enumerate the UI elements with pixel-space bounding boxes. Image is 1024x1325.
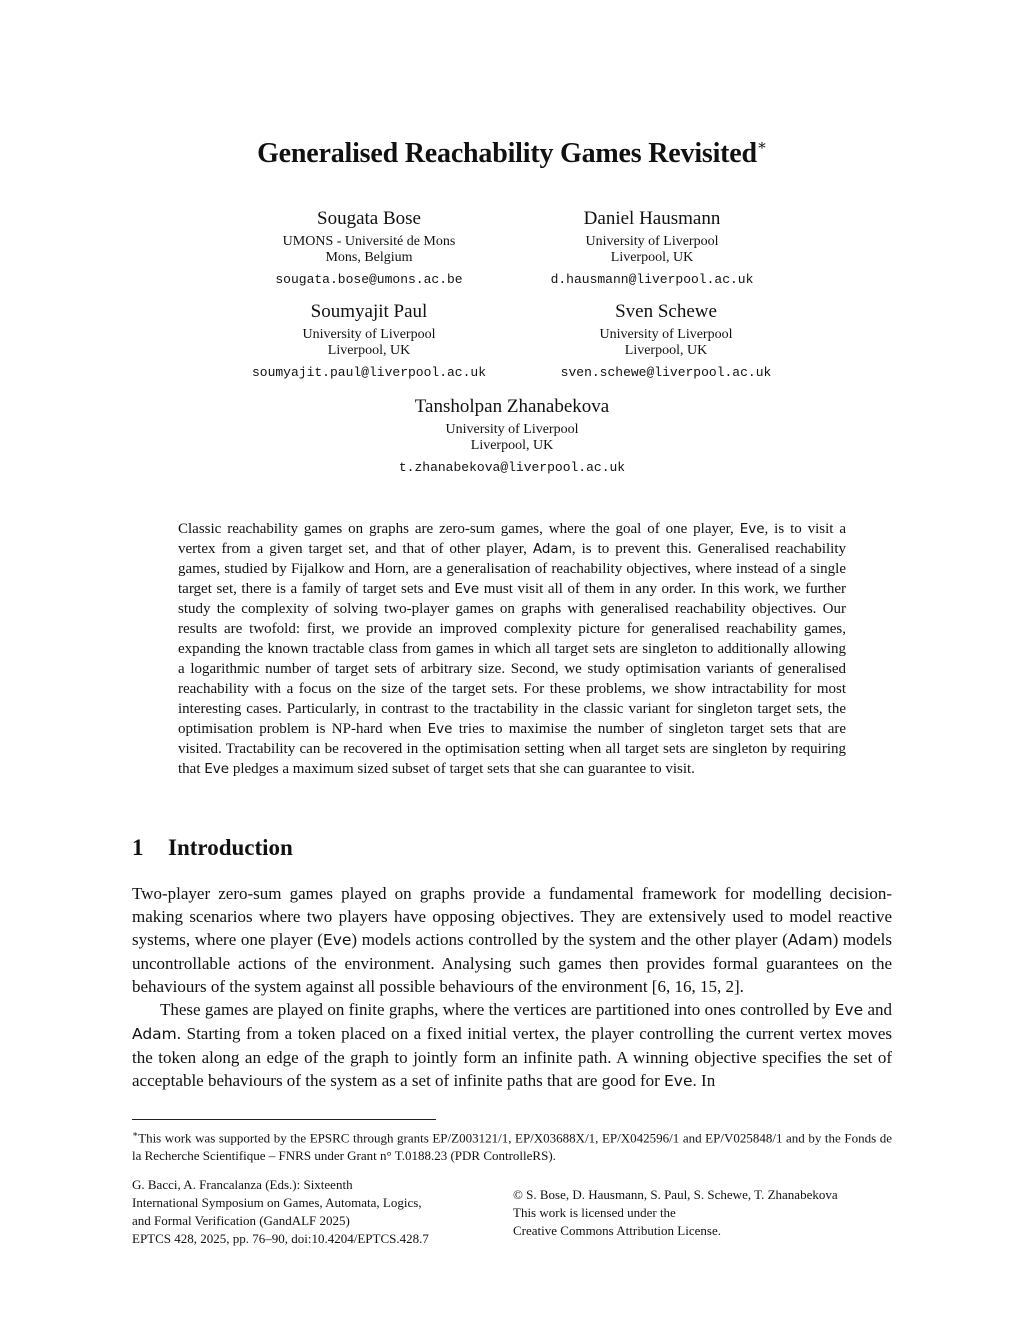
author-email[interactable]: sougata.bose@umons.ac.be xyxy=(275,272,463,287)
author-email[interactable]: sven.schewe@liverpool.ac.uk xyxy=(560,365,772,380)
player-adam: Adam xyxy=(532,541,572,557)
intro-body xyxy=(132,882,892,1093)
author-location: Liverpool, UK xyxy=(470,438,554,453)
section-number: 1 xyxy=(132,835,144,860)
player-eve: Eve xyxy=(664,1072,693,1090)
author-affiliation: University of Liverpool xyxy=(585,234,719,249)
paragraph xyxy=(132,998,892,1093)
copyright-line: © S. Bose, D. Hausmann, S. Paul, S. Schewe, T. Zhanabekova xyxy=(513,1187,838,1202)
venue-line: and Formal Verification (GandALF 2025) xyxy=(132,1213,350,1228)
author-block xyxy=(219,208,519,287)
abstract-text: Classic reachability games on graphs are zero-sum games, where the goal of one player, xyxy=(178,521,734,537)
player-eve: Eve xyxy=(204,761,230,777)
author-affiliation: University of Liverpool xyxy=(599,327,733,342)
player-adam: Adam xyxy=(132,1025,177,1043)
abstract xyxy=(178,519,846,779)
venue-line: International Symposium on Games, Automata, Logics, xyxy=(132,1195,422,1210)
author-block xyxy=(362,396,662,475)
license-line: This work is licensed under the xyxy=(513,1205,676,1220)
player-eve: Eve xyxy=(834,1001,864,1019)
author-block xyxy=(502,208,802,287)
body-text: ) models actions controlled by the system and the other player ( xyxy=(351,930,788,949)
paper-title xyxy=(0,138,1024,170)
title-footnote-mark: ∗ xyxy=(756,138,767,154)
player-eve: Eve xyxy=(739,521,765,537)
abstract-text: tries to maximise the number of singleton target sets that are visited. Tractability can be recovered in the optimisation setting when all target sets are singleton by requiring that xyxy=(178,721,847,777)
author-location: Liverpool, UK xyxy=(327,343,411,358)
body-text: . Starting from a token placed on a fixed initial vertex, the player controlling the current vertex moves the token along an edge of the graph to jointly form an infinite path. A winning objective specifies the set of acceptable behaviours of the system as a set of infinite paths that are good for xyxy=(132,1024,892,1090)
author-affiliation: University of Liverpool xyxy=(302,327,436,342)
author-email[interactable]: t.zhanabekova@liverpool.ac.uk xyxy=(398,460,626,475)
author-block xyxy=(219,301,519,380)
abstract-text: must visit all of them in any order. In this work, we further study the complexity of solving two-player games on graphs with generalised reachability objectives. Our results are twofold: first, we provide an improved complexity picture for generalised reachability games, expanding the known tractable class from games in which all target sets are singleton to additionally allowing a logarithmic number of target sets of arbitrary size. Second, we study optimisation variants of generalised reachability with a focus on the size of the target sets. For these problems, we show intractability for most interesting cases. Particularly, in contrast to the tractability in the classic variant for singleton target sets, the optimisation problem is NP-hard when xyxy=(178,581,847,737)
section-title: Introduction xyxy=(168,835,293,860)
footnote-text: This work was supported by the EPSRC through grants EP/Z003121/1, EP/X03688X/1, EP/X042596/1 and EP/V025848/1 and by the Fonds de la Recherche Scientifique – FNRS under Grant n° T.0188.23 (PDR ControlleRS). xyxy=(132,1130,892,1164)
author-email[interactable]: d.hausmann@liverpool.ac.uk xyxy=(550,272,754,287)
license-info xyxy=(513,1186,913,1240)
author-location: Liverpool, UK xyxy=(624,343,708,358)
author-email[interactable]: soumyajit.paul@liverpool.ac.uk xyxy=(251,365,487,380)
author-block xyxy=(516,301,816,380)
author-name: Daniel Hausmann xyxy=(583,208,721,229)
body-text: Two-player zero-sum games played on graphs provide a fundamental framework for modelling decision-making scenarios where two players have opposing objectives. They are extensively used to model reactive systems, where one player ( xyxy=(132,884,892,949)
author-name: Sven Schewe xyxy=(615,301,717,322)
abstract-text: , is to visit a vertex from a given target set, and that of other player, xyxy=(178,521,847,557)
section-heading xyxy=(132,835,293,861)
title-text: Generalised Reachability Games Revisited xyxy=(257,138,757,169)
author-affiliation: UMONS - Université de Mons xyxy=(282,234,456,249)
license-link[interactable]: Creative Commons Attribution License. xyxy=(513,1223,721,1238)
abstract-text: pledges a maximum sized subset of target sets that she can guarantee to visit. xyxy=(232,761,695,777)
body-text: . In xyxy=(692,1071,716,1090)
player-adam: Adam xyxy=(787,931,833,949)
player-eve: Eve xyxy=(454,581,480,597)
author-affiliation: University of Liverpool xyxy=(445,422,579,437)
author-name: Sougata Bose xyxy=(317,208,421,229)
author-name: Tansholpan Zhanabekova xyxy=(414,396,610,417)
body-text: These games are played on finite graphs, where the vertices are partitioned into ones controlled by xyxy=(160,1000,831,1019)
venue-line[interactable]: EPTCS 428, 2025, pp. 76–90, doi:10.4204/EPTCS.428.7 xyxy=(132,1231,429,1246)
player-eve: Eve xyxy=(427,721,453,737)
footnote xyxy=(132,1125,892,1165)
footnote-rule xyxy=(132,1119,436,1120)
author-location: Mons, Belgium xyxy=(325,250,413,265)
author-name: Soumyajit Paul xyxy=(310,301,428,322)
venue-line: G. Bacci, A. Francalanza (Eds.): Sixteenth xyxy=(132,1177,353,1192)
author-location: Liverpool, UK xyxy=(610,250,694,265)
footnote-mark: ∗ xyxy=(132,1129,139,1139)
body-text: and xyxy=(867,1000,892,1019)
venue-info xyxy=(132,1176,492,1248)
paragraph xyxy=(132,882,892,998)
player-eve: Eve xyxy=(322,931,352,949)
body-text: ) models uncontrollable actions of the environment. Analysing such games then provides formal guarantees on the behaviours of the system against all possible behaviours of the environment [6, 16, 15, 2]. xyxy=(132,930,892,996)
abstract-text: , is to prevent this. Generalised reachability games, studied by Fijalkow and Horn, are a generalisation of reachability objectives, where instead of a single target set, there is a family of target sets and xyxy=(178,541,847,597)
